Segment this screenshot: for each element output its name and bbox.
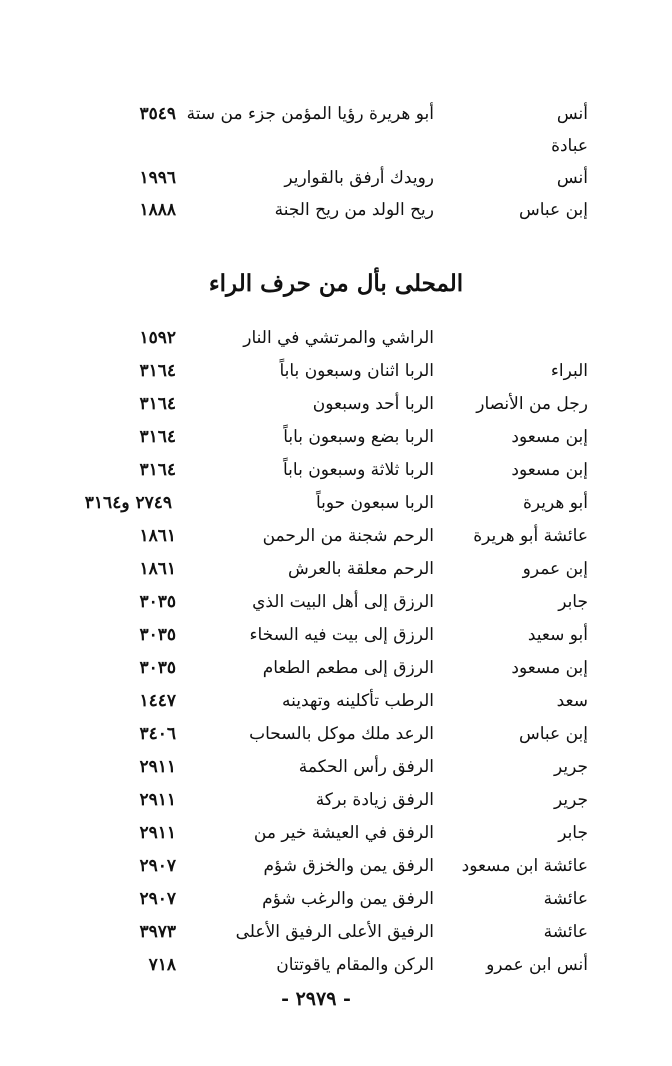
page-number: - ٢٩٧٩ - bbox=[281, 988, 351, 1010]
narrator: إبن عباس bbox=[518, 200, 588, 220]
narrator: إبن مسعود bbox=[511, 658, 588, 678]
hadith-text: الراشي والمرتشي في النار bbox=[243, 328, 434, 348]
hadith-number: ٢٩١١ bbox=[139, 823, 176, 843]
section-heading: المحلى بأل من حرف الراء bbox=[208, 270, 464, 297]
hadith-text: رويدك أرفق بالقوارير bbox=[284, 168, 434, 188]
hadith-number: ٣١٦٤ bbox=[139, 361, 176, 381]
table-row bbox=[0, 586, 672, 618]
table-row bbox=[0, 454, 672, 486]
table-row bbox=[0, 388, 672, 420]
hadith-text: الرحم معلقة بالعرش bbox=[288, 559, 434, 579]
hadith-text: الربا ثلاثة وسبعون باباً bbox=[283, 460, 434, 480]
hadith-number: ٢٩٠٧ bbox=[139, 856, 176, 876]
hadith-number: ١٤٤٧ bbox=[139, 691, 176, 711]
narrator: جابر bbox=[558, 592, 588, 612]
narrator: أنس bbox=[556, 104, 588, 124]
hadith-number: ١٩٩٦ bbox=[139, 168, 176, 188]
hadith-text: الرحم شجنة من الرحمن bbox=[262, 526, 434, 546]
table-row bbox=[0, 421, 672, 453]
table-row bbox=[0, 784, 672, 816]
narrator: رجل من الأنصار bbox=[476, 394, 588, 414]
table-row bbox=[0, 355, 672, 387]
hadith-text: الرزق إلى بيت فيه السخاء bbox=[249, 625, 434, 645]
table-row bbox=[0, 652, 672, 684]
hadith-number: ٢٩١١ bbox=[139, 790, 176, 810]
table-row bbox=[0, 718, 672, 750]
hadith-text: الرفق في العيشة خير من bbox=[253, 823, 434, 843]
hadith-number: ٧١٨ bbox=[148, 955, 176, 975]
table-row bbox=[0, 850, 672, 882]
hadith-number: ٣٠٣٥ bbox=[139, 625, 176, 645]
hadith-text: أبو هريرة رؤيا المؤمن جزء من ستة bbox=[186, 104, 434, 124]
hadith-text: الرزق إلى أهل البيت الذي bbox=[252, 592, 434, 612]
hadith-number: ٣٥٤٩ bbox=[139, 104, 176, 124]
narrator: إبن مسعود bbox=[511, 427, 588, 447]
hadith-text: الربا سبعون حوباً bbox=[315, 493, 434, 513]
narrator: أنس bbox=[556, 168, 588, 188]
hadith-text: الربا اثنان وسبعون باباً bbox=[279, 361, 434, 381]
hadith-text: الرطب تأكلينه وتهدينه bbox=[282, 691, 434, 711]
hadith-text: الرزق إلى مطعم الطعام bbox=[262, 658, 434, 678]
table-row bbox=[0, 685, 672, 717]
hadith-text: الرعد ملك موكل بالسحاب bbox=[249, 724, 434, 744]
hadith-number: ١٥٩٢ bbox=[139, 328, 176, 348]
hadith-number: ٣٠٣٥ bbox=[139, 658, 176, 678]
table-row bbox=[0, 487, 672, 519]
narrator: جرير bbox=[554, 757, 588, 777]
table-row bbox=[0, 520, 672, 552]
narrator: عائشة bbox=[543, 889, 588, 909]
hadith-text: الرفق يمن والرغب شؤم bbox=[262, 889, 434, 909]
hadith-text: الرفق زيادة بركة bbox=[315, 790, 434, 810]
narrator: جابر bbox=[558, 823, 588, 843]
continuation-text: عبادة bbox=[551, 136, 588, 156]
hadith-number: ٣١٦٤ bbox=[139, 427, 176, 447]
hadith-number: ٢٧٤٩ و٣١٦٤ bbox=[84, 493, 172, 513]
hadith-number: ٣٠٣٥ bbox=[139, 592, 176, 612]
narrator: سعد bbox=[556, 691, 588, 711]
hadith-number: ٢٩١١ bbox=[139, 757, 176, 777]
hadith-text: الركن والمقام ياقوتتان bbox=[276, 955, 434, 975]
hadith-text: الرفق يمن والخزق شؤم bbox=[263, 856, 434, 876]
table-row bbox=[0, 949, 672, 981]
hadith-number: ٢٩٠٧ bbox=[139, 889, 176, 909]
narrator: إبن عمرو bbox=[522, 559, 588, 579]
narrator: إبن عباس bbox=[518, 724, 588, 744]
narrator: أنس ابن عمرو bbox=[486, 955, 588, 975]
narrator: أبو سعيد bbox=[527, 625, 588, 645]
table-row bbox=[0, 194, 672, 226]
hadith-number: ١٨٦١ bbox=[139, 559, 176, 579]
hadith-number: ٣١٦٤ bbox=[139, 460, 176, 480]
hadith-number: ١٨٦١ bbox=[139, 526, 176, 546]
table-row bbox=[0, 916, 672, 948]
hadith-number: ٣٤٠٦ bbox=[139, 724, 176, 744]
hadith-text: ريح الولد من ريح الجنة bbox=[274, 200, 434, 220]
table-row bbox=[0, 162, 672, 194]
table-row bbox=[0, 98, 672, 130]
narrator: البراء bbox=[550, 361, 588, 381]
narrator: جرير bbox=[554, 790, 588, 810]
hadith-number: ١٨٨٨ bbox=[139, 200, 176, 220]
table-row bbox=[0, 322, 672, 354]
hadith-text: الرفق رأس الحكمة bbox=[298, 757, 434, 777]
narrator: أبو هريرة bbox=[522, 493, 588, 513]
narrator: عائشة ابن مسعود bbox=[461, 856, 588, 876]
narrator: عائشة bbox=[543, 922, 588, 942]
table-row bbox=[0, 817, 672, 849]
table-row bbox=[0, 751, 672, 783]
hadith-number: ٣١٦٤ bbox=[139, 394, 176, 414]
narrator: عائشة أبو هريرة bbox=[473, 526, 588, 546]
table-row bbox=[0, 553, 672, 585]
hadith-text: الربا أحد وسبعون bbox=[312, 394, 434, 414]
hadith-text: الربا بضع وسبعون باباً bbox=[283, 427, 434, 447]
table-row bbox=[0, 130, 672, 162]
narrator: إبن مسعود bbox=[511, 460, 588, 480]
hadith-number: ٣٩٧٣ bbox=[139, 922, 176, 942]
table-row bbox=[0, 619, 672, 651]
table-row bbox=[0, 883, 672, 915]
hadith-text: الرفيق الأعلى الرفيق الأعلى bbox=[235, 922, 434, 942]
